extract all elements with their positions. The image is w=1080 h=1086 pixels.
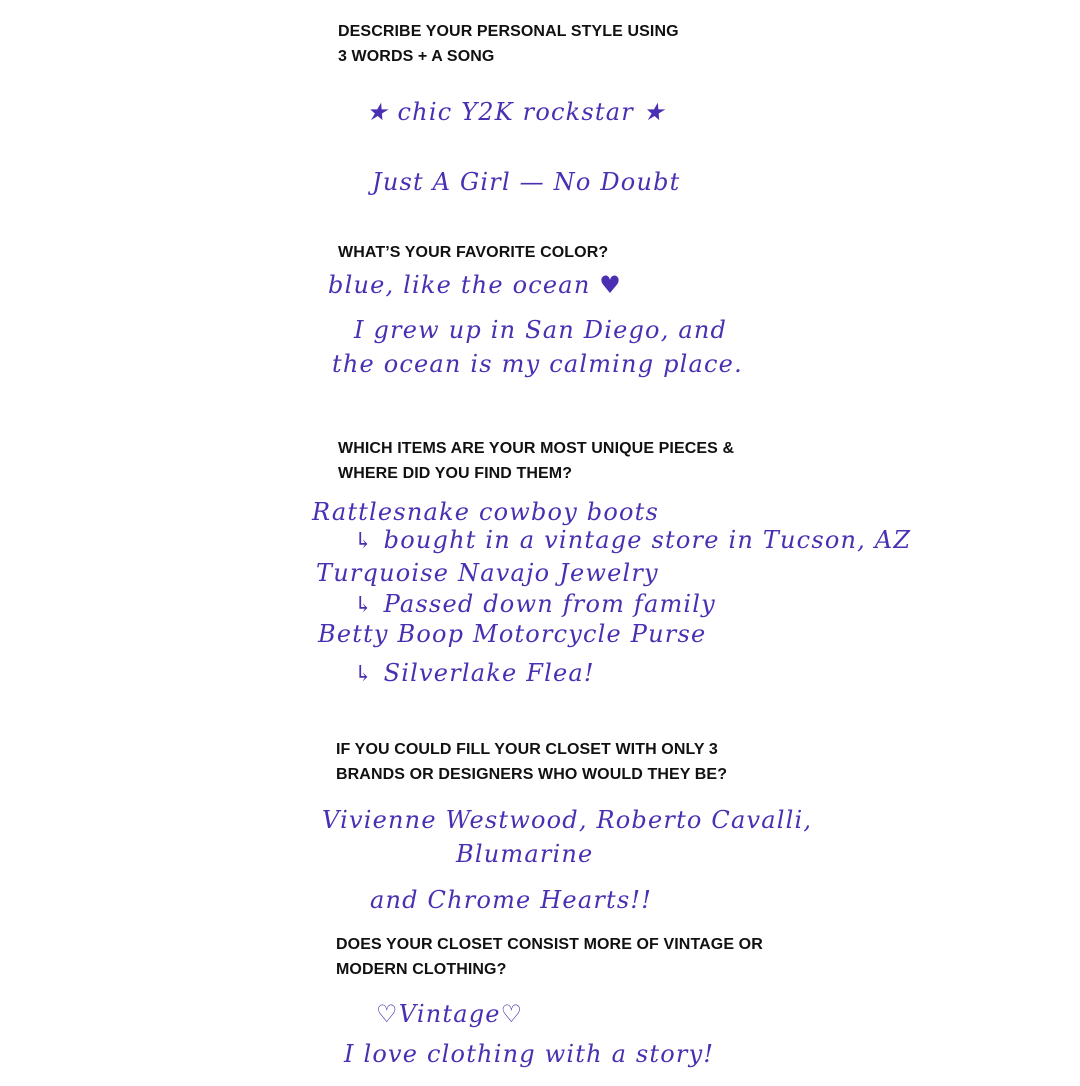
answer-color-line-1: blue, like the ocean ♥ bbox=[328, 271, 623, 299]
source-text: Silverlake Flea! bbox=[383, 659, 595, 687]
answer-color-line-2: I grew up in San Diego, and bbox=[354, 316, 728, 344]
answer-brands-line-3: and Chrome Hearts!! bbox=[370, 886, 653, 914]
arrow-icon: ↳ bbox=[354, 593, 374, 618]
arrow-icon: ↳ bbox=[354, 662, 374, 687]
arrow-icon: ↳ bbox=[354, 529, 374, 554]
source-text: Passed down from family bbox=[383, 590, 716, 618]
answer-brands-line-2: Blumarine bbox=[456, 840, 594, 868]
answer-vintage: ♡Vintage♡ bbox=[376, 1000, 524, 1028]
answer-brands-line-1: Vivienne Westwood, Roberto Cavalli, bbox=[322, 806, 813, 834]
answer-item-2: Turquoise Navajo Jewelry bbox=[316, 559, 659, 587]
question-vintage-or-modern bbox=[336, 932, 763, 982]
question-line: 3 WORDS + A SONG bbox=[338, 48, 495, 65]
question-line: MODERN CLOTHING? bbox=[336, 961, 507, 978]
answer-item-3-source bbox=[354, 659, 595, 689]
answer-item-1: Rattlesnake cowboy boots bbox=[312, 498, 660, 526]
question-closet-brands bbox=[336, 737, 727, 787]
question-line: DOES YOUR CLOSET CONSIST MORE OF VINTAGE OR bbox=[336, 936, 763, 953]
question-personal-style bbox=[338, 19, 679, 69]
question-unique-pieces bbox=[338, 436, 734, 486]
question-line: DESCRIBE YOUR PERSONAL STYLE USING bbox=[338, 23, 679, 40]
answer-color-line-3: the ocean is my calming place. bbox=[332, 350, 743, 378]
question-line: WHICH ITEMS ARE YOUR MOST UNIQUE PIECES & bbox=[338, 440, 735, 457]
question-line: BRANDS OR DESIGNERS WHO WOULD THEY BE? bbox=[336, 766, 728, 783]
source-text: bought in a vintage store in Tucson, AZ bbox=[383, 526, 912, 554]
answer-style-words: ★ chic Y2K rockstar ★ bbox=[366, 98, 666, 126]
answer-item-1-source bbox=[354, 526, 911, 556]
answer-vintage-reason: I love clothing with a story! bbox=[344, 1040, 715, 1068]
answer-song: Just A Girl — No Doubt bbox=[372, 168, 681, 196]
question-line: WHAT’S YOUR FAVORITE COLOR? bbox=[338, 244, 609, 261]
question-line: WHERE DID YOU FIND THEM? bbox=[338, 465, 573, 482]
question-line: IF YOU COULD FILL YOUR CLOSET WITH ONLY 3 bbox=[336, 741, 718, 758]
answer-item-3: Betty Boop Motorcycle Purse bbox=[318, 620, 707, 648]
question-favorite-color bbox=[338, 240, 608, 265]
answer-item-2-source bbox=[354, 590, 716, 620]
